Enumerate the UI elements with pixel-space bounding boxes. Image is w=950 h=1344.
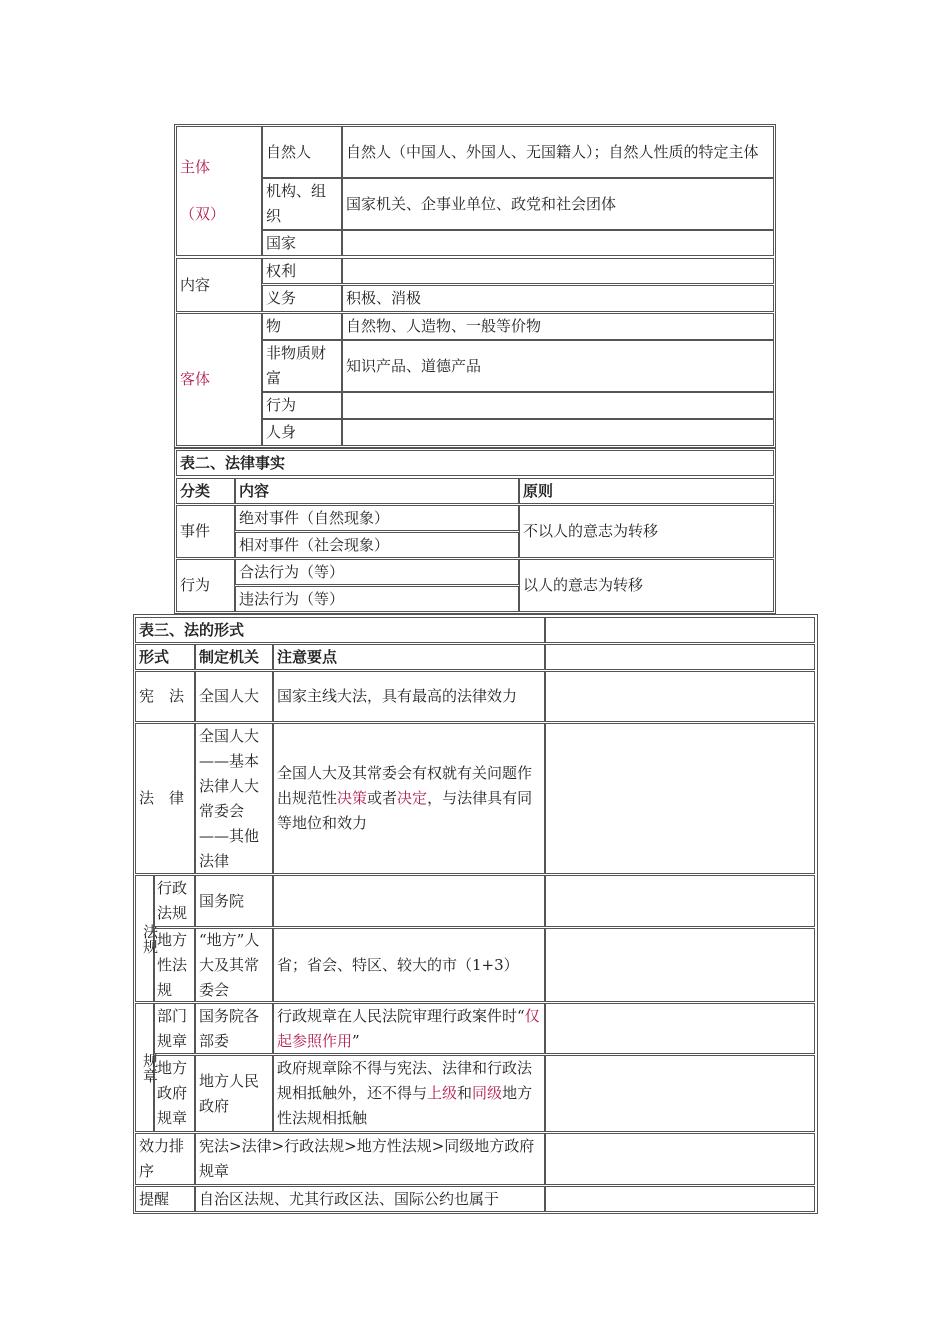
object-name-act: 行为 [262,392,342,419]
table2-item-relative-event: 相对事件（社会现象） [235,532,519,558]
law-organ: 全国人大——基本法律人大常委会——其他法律 [195,723,273,874]
table2-header-content: 内容 [235,478,519,504]
table2-title: 表二、法律事实 [176,450,774,476]
table2-item-lawful-act: 合法行为（等） [235,559,519,585]
content-name-rights: 权利 [262,258,342,284]
content-desc-duties: 积极、消极 [342,285,774,312]
table2-header-principle: 原则 [519,478,774,504]
law-note-determination: 决定 [397,789,428,807]
table3-header-blank [545,644,815,670]
subject-desc-org: 国家机关、企事业单位、政党和社会团体 [342,178,774,230]
reminder-blank [545,1186,815,1212]
content-label: 内容 [180,275,211,294]
reminder-label: 提醒 [135,1186,195,1212]
hierarchy-text: 宪法>法律>行政法规>地方性法规>同级地方政府规章 [195,1133,545,1185]
table3-title: 表三、法的形式 [135,617,545,643]
constitution-note: 国家主线大法，具有最高的法律效力 [273,671,545,722]
table2-category-event: 事件 [176,505,235,558]
subject-label: 主体 [180,158,211,176]
object-desc-act [342,392,774,419]
dept-rule-organ: 国务院各部委 [195,1003,273,1054]
content-label-cell [176,258,262,312]
table2-item-unlawful-act: 违法行为（等） [235,586,519,612]
reminder-text: 自治区法规、尤其行政区法、国际公约也属于 [195,1186,545,1212]
admin-regulation-note [273,875,545,927]
table2-principle-event: 不以人的意志为转移 [519,505,774,558]
hierarchy-blank [545,1133,815,1185]
local-gov-rule-organ: 地方人民政府 [195,1055,273,1132]
law-note-decision: 决策 [337,789,368,807]
law-note: 全国人大及其常委会有权就有关问题作出规范性决策或者决定，与法律具有同等地位和效力 [273,723,545,874]
subject-name-state: 国家 [262,230,342,256]
object-name-nonmaterial: 非物质财富 [262,340,342,392]
dept-rule-form: 部门规章 [154,1003,195,1054]
table3-header-form: 形式 [135,644,195,670]
local-gov-rule-note-same-level: 同级 [472,1084,503,1102]
local-regulation-organ: “地方”人大及其常委会 [195,928,273,1002]
rules-group-label: 规章 [135,1003,154,1132]
object-name-person: 人身 [262,419,342,446]
subject-name-natural: 自然人 [262,126,342,178]
admin-regulation-organ: 国务院 [195,875,273,927]
table3-header-organ: 制定机关 [195,644,273,670]
dept-rule-blank [545,1003,815,1054]
local-gov-rule-form: 地方政府规章 [154,1055,195,1132]
law-blank [545,723,815,874]
object-label: 客体 [180,370,211,388]
law-form: 法 律 [135,723,195,874]
object-name-thing: 物 [262,313,342,340]
table2-header-category: 分类 [176,478,235,504]
constitution-organ: 全国人大 [195,671,273,722]
table3-title-blank [545,617,815,643]
object-label-cell [176,313,262,446]
object-desc-person [342,419,774,446]
local-regulation-form: 地方性法规 [154,928,195,1002]
regulations-group-label: 法规 [135,875,154,1002]
content-desc-rights [342,258,774,284]
subject-name-org: 机构、组织 [262,178,342,230]
admin-regulation-form: 行政法规 [154,875,195,927]
dept-rule-note-reference: 仅起参照作用 [277,1006,540,1050]
constitution-form: 宪 法 [135,671,195,722]
hierarchy-label: 效力排序 [135,1133,195,1185]
dept-rule-note: 行政规章在人民法院审理行政案件时“仅起参照作用” [273,1003,545,1054]
subject-label-cell [176,126,262,256]
object-desc-thing: 自然物、人造物、一般等价物 [342,313,774,340]
local-regulation-blank [545,928,815,1002]
local-regulation-note: 省；省会、特区、较大的市（1+3） [273,928,545,1002]
admin-regulation-blank [545,875,815,927]
local-gov-rule-note-superior: 上级 [427,1084,458,1102]
subject-label-dual: （双） [180,205,226,223]
table3-header-note: 注意要点 [273,644,545,670]
content-name-duties: 义务 [262,285,342,312]
table2-principle-act: 以人的意志为转移 [519,559,774,612]
object-desc-nonmaterial: 知识产品、道德产品 [342,340,774,392]
local-gov-rule-note: 政府规章除不得与宪法、法律和行政法规相抵触外，还不得与上级和同级地方性法规相抵触 [273,1055,545,1132]
local-gov-rule-blank [545,1055,815,1132]
table2-item-absolute-event: 绝对事件（自然现象） [235,505,519,531]
subject-desc-state [342,230,774,256]
table2-category-act: 行为 [176,559,235,612]
constitution-blank [545,671,815,722]
subject-desc-natural: 自然人（中国人、外国人、无国籍人）；自然人性质的特定主体 [342,126,774,178]
